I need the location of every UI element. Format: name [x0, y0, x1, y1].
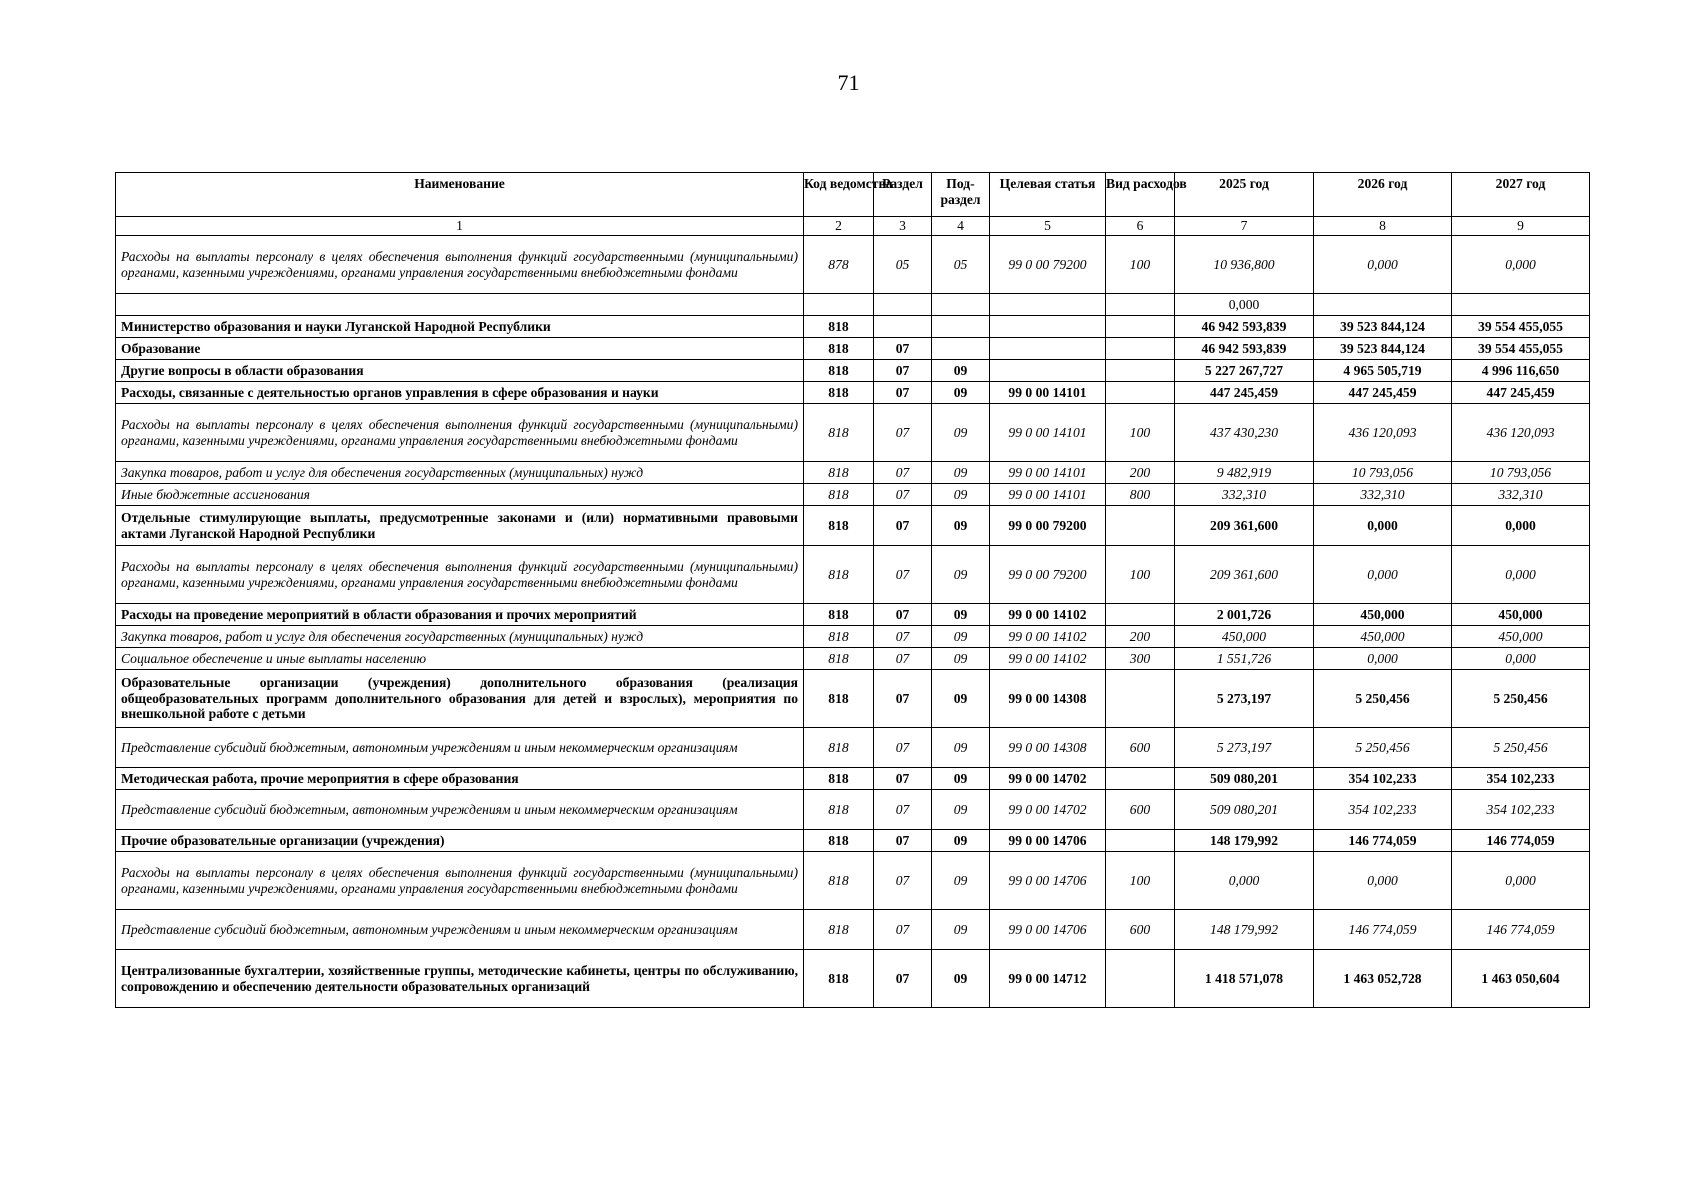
column-number: 5	[990, 217, 1106, 236]
cell-name: Закупка товаров, работ и услуг для обеспечения государственных (муниципальных) нужд	[116, 626, 804, 648]
cell-2027: 10 793,056	[1452, 462, 1590, 484]
cell-razdel: 07	[874, 382, 932, 404]
cell-2026: 10 793,056	[1314, 462, 1452, 484]
cell-vid: 100	[1106, 546, 1175, 604]
cell-podrazdel: 09	[932, 462, 990, 484]
cell-2025: 0,000	[1175, 294, 1314, 316]
cell-podrazdel: 09	[932, 670, 990, 728]
table-row	[116, 236, 1590, 294]
cell-razdel: 07	[874, 546, 932, 604]
cell-celevaya	[990, 316, 1106, 338]
cell-celevaya: 99 0 00 14706	[990, 910, 1106, 950]
cell-vid: 300	[1106, 648, 1175, 670]
header-vid: Вид расходов	[1106, 173, 1175, 217]
table-row	[116, 950, 1590, 1008]
cell-kod: 818	[804, 728, 874, 768]
cell-2026: 39 523 844,124	[1314, 338, 1452, 360]
cell-podrazdel	[932, 316, 990, 338]
cell-2027: 450,000	[1452, 604, 1590, 626]
cell-podrazdel: 09	[932, 626, 990, 648]
column-number: 2	[804, 217, 874, 236]
cell-razdel: 07	[874, 626, 932, 648]
cell-podrazdel: 09	[932, 604, 990, 626]
cell-2025: 46 942 593,839	[1175, 338, 1314, 360]
cell-name: Иные бюджетные ассигнования	[116, 484, 804, 506]
cell-kod: 818	[804, 626, 874, 648]
cell-2027: 354 102,233	[1452, 768, 1590, 790]
cell-razdel	[874, 294, 932, 316]
cell-vid	[1106, 670, 1175, 728]
cell-2025: 2 001,726	[1175, 604, 1314, 626]
column-number: 8	[1314, 217, 1452, 236]
header-2027: 2027 год	[1452, 173, 1590, 217]
cell-2027: 450,000	[1452, 626, 1590, 648]
cell-razdel: 07	[874, 728, 932, 768]
cell-2026: 4 965 505,719	[1314, 360, 1452, 382]
header-name: Наименование	[116, 173, 804, 217]
cell-2027: 436 120,093	[1452, 404, 1590, 462]
cell-podrazdel: 09	[932, 728, 990, 768]
cell-podrazdel: 09	[932, 768, 990, 790]
cell-2027: 146 774,059	[1452, 830, 1590, 852]
cell-vid: 600	[1106, 728, 1175, 768]
table-row	[116, 316, 1590, 338]
cell-kod: 818	[804, 382, 874, 404]
cell-2027: 4 996 116,650	[1452, 360, 1590, 382]
cell-2026: 0,000	[1314, 546, 1452, 604]
cell-podrazdel: 09	[932, 484, 990, 506]
cell-celevaya: 99 0 00 14101	[990, 404, 1106, 462]
cell-kod: 818	[804, 338, 874, 360]
cell-2025: 332,310	[1175, 484, 1314, 506]
table-row	[116, 404, 1590, 462]
cell-2025: 509 080,201	[1175, 768, 1314, 790]
cell-name: Расходы, связанные с деятельностью органов управления в сфере образования и науки	[116, 382, 804, 404]
cell-2027: 447 245,459	[1452, 382, 1590, 404]
cell-2026: 0,000	[1314, 648, 1452, 670]
cell-kod: 818	[804, 950, 874, 1008]
cell-2026: 5 250,456	[1314, 670, 1452, 728]
cell-2026: 0,000	[1314, 506, 1452, 546]
cell-2027: 146 774,059	[1452, 910, 1590, 950]
cell-name: Представление субсидий бюджетным, автономным учреждениям и иным некоммерческим организациям	[116, 728, 804, 768]
table-row	[116, 626, 1590, 648]
table-row	[116, 670, 1590, 728]
cell-name: Централизованные бухгалтерии, хозяйственные группы, методические кабинеты, центры по обслуживанию, сопровождению и обеспечению деятельности образовательных организаций	[116, 950, 804, 1008]
cell-2027: 0,000	[1452, 648, 1590, 670]
cell-name: Министерство образования и науки Луганской Народной Республики	[116, 316, 804, 338]
cell-podrazdel: 09	[932, 506, 990, 546]
cell-2026: 5 250,456	[1314, 728, 1452, 768]
cell-razdel: 07	[874, 768, 932, 790]
cell-vid	[1106, 768, 1175, 790]
header-row	[116, 173, 1590, 217]
header-kod: Код ведомства	[804, 173, 874, 217]
cell-2026: 436 120,093	[1314, 404, 1452, 462]
cell-2026: 447 245,459	[1314, 382, 1452, 404]
cell-2026: 450,000	[1314, 626, 1452, 648]
cell-2025: 5 227 267,727	[1175, 360, 1314, 382]
cell-2027: 0,000	[1452, 546, 1590, 604]
cell-2025: 148 179,992	[1175, 910, 1314, 950]
header-2025: 2025 год	[1175, 173, 1314, 217]
cell-celevaya: 99 0 00 14101	[990, 484, 1106, 506]
cell-podrazdel: 09	[932, 382, 990, 404]
cell-podrazdel: 09	[932, 910, 990, 950]
table-row	[116, 852, 1590, 910]
header-podrazdel: Под-раздел	[932, 173, 990, 217]
cell-podrazdel: 09	[932, 648, 990, 670]
cell-kod: 818	[804, 506, 874, 546]
cell-podrazdel: 09	[932, 546, 990, 604]
cell-vid: 200	[1106, 462, 1175, 484]
cell-razdel: 07	[874, 648, 932, 670]
cell-2026: 354 102,233	[1314, 768, 1452, 790]
cell-celevaya: 99 0 00 14102	[990, 648, 1106, 670]
cell-razdel: 07	[874, 910, 932, 950]
cell-celevaya: 99 0 00 14102	[990, 604, 1106, 626]
table-body	[116, 236, 1590, 1008]
cell-celevaya: 99 0 00 79200	[990, 236, 1106, 294]
cell-razdel: 07	[874, 506, 932, 546]
cell-name: Расходы на выплаты персоналу в целях обеспечения выполнения функций государственными (муниципальными) органами, казенными учреждениями, органами управления государственными внебюджетными фондами	[116, 546, 804, 604]
cell-2025: 5 273,197	[1175, 670, 1314, 728]
cell-vid	[1106, 506, 1175, 546]
cell-name: Прочие образовательные организации (учреждения)	[116, 830, 804, 852]
cell-kod: 818	[804, 404, 874, 462]
cell-kod: 818	[804, 604, 874, 626]
cell-podrazdel: 05	[932, 236, 990, 294]
cell-podrazdel	[932, 294, 990, 316]
cell-razdel: 07	[874, 950, 932, 1008]
cell-podrazdel	[932, 338, 990, 360]
column-number: 4	[932, 217, 990, 236]
cell-podrazdel: 09	[932, 404, 990, 462]
cell-2025: 450,000	[1175, 626, 1314, 648]
cell-razdel: 07	[874, 462, 932, 484]
cell-2025: 5 273,197	[1175, 728, 1314, 768]
cell-2025: 1 551,726	[1175, 648, 1314, 670]
cell-kod: 818	[804, 830, 874, 852]
header-2026: 2026 год	[1314, 173, 1452, 217]
cell-vid: 100	[1106, 404, 1175, 462]
table-row	[116, 338, 1590, 360]
cell-name: Другие вопросы в области образования	[116, 360, 804, 382]
column-number: 6	[1106, 217, 1175, 236]
cell-podrazdel: 09	[932, 360, 990, 382]
cell-podrazdel: 09	[932, 852, 990, 910]
cell-name: Образовательные организации (учреждения) дополнительного образования (реализация общеобразовательных программ дополнительного образования для детей и взрослых), мероприятия по внешкольной работе с детьми	[116, 670, 804, 728]
cell-celevaya	[990, 338, 1106, 360]
cell-celevaya: 99 0 00 14706	[990, 852, 1106, 910]
cell-name: Расходы на проведение мероприятий в области образования и прочих мероприятий	[116, 604, 804, 626]
cell-celevaya: 99 0 00 79200	[990, 546, 1106, 604]
cell-vid	[1106, 316, 1175, 338]
cell-razdel: 07	[874, 338, 932, 360]
table-row	[116, 648, 1590, 670]
cell-2025: 209 361,600	[1175, 506, 1314, 546]
cell-razdel: 07	[874, 604, 932, 626]
cell-2027: 354 102,233	[1452, 790, 1590, 830]
cell-vid: 600	[1106, 790, 1175, 830]
cell-2025: 9 482,919	[1175, 462, 1314, 484]
cell-razdel: 07	[874, 790, 932, 830]
column-number: 3	[874, 217, 932, 236]
table-row	[116, 506, 1590, 546]
column-number: 7	[1175, 217, 1314, 236]
cell-name: Образование	[116, 338, 804, 360]
cell-celevaya: 99 0 00 14702	[990, 790, 1106, 830]
cell-2027: 0,000	[1452, 852, 1590, 910]
cell-vid	[1106, 950, 1175, 1008]
table-row	[116, 830, 1590, 852]
cell-celevaya: 99 0 00 14308	[990, 728, 1106, 768]
cell-2027: 5 250,456	[1452, 728, 1590, 768]
cell-kod	[804, 294, 874, 316]
table-row	[116, 768, 1590, 790]
cell-2027: 39 554 455,055	[1452, 338, 1590, 360]
cell-podrazdel: 09	[932, 950, 990, 1008]
table-row	[116, 546, 1590, 604]
table-row	[116, 360, 1590, 382]
cell-vid	[1106, 830, 1175, 852]
cell-2026: 0,000	[1314, 852, 1452, 910]
cell-2026: 354 102,233	[1314, 790, 1452, 830]
cell-name: Представление субсидий бюджетным, автономным учреждениям и иным некоммерческим организациям	[116, 910, 804, 950]
cell-celevaya: 99 0 00 14308	[990, 670, 1106, 728]
cell-2025: 447 245,459	[1175, 382, 1314, 404]
cell-celevaya: 99 0 00 79200	[990, 506, 1106, 546]
column-number: 9	[1452, 217, 1590, 236]
cell-2026: 332,310	[1314, 484, 1452, 506]
cell-name: Представление субсидий бюджетным, автономным учреждениям и иным некоммерческим организациям	[116, 790, 804, 830]
cell-2026: 1 463 052,728	[1314, 950, 1452, 1008]
table-row	[116, 728, 1590, 768]
cell-kod: 818	[804, 648, 874, 670]
cell-vid	[1106, 604, 1175, 626]
cell-vid	[1106, 294, 1175, 316]
cell-razdel: 05	[874, 236, 932, 294]
cell-kod: 818	[804, 910, 874, 950]
cell-razdel: 07	[874, 852, 932, 910]
cell-2026: 0,000	[1314, 236, 1452, 294]
cell-2027: 0,000	[1452, 236, 1590, 294]
cell-kod: 818	[804, 546, 874, 604]
table-row	[116, 484, 1590, 506]
cell-celevaya	[990, 360, 1106, 382]
cell-2025: 10 936,800	[1175, 236, 1314, 294]
cell-2026: 450,000	[1314, 604, 1452, 626]
cell-vid: 200	[1106, 626, 1175, 648]
column-number-row	[116, 217, 1590, 236]
cell-2025: 509 080,201	[1175, 790, 1314, 830]
cell-celevaya: 99 0 00 14702	[990, 768, 1106, 790]
cell-2025: 46 942 593,839	[1175, 316, 1314, 338]
cell-celevaya	[990, 294, 1106, 316]
cell-kod: 878	[804, 236, 874, 294]
table-row	[116, 462, 1590, 484]
cell-razdel	[874, 316, 932, 338]
cell-name: Расходы на выплаты персоналу в целях обеспечения выполнения функций государственными (муниципальными) органами, казенными учреждениями, органами управления государственными внебюджетными фондами	[116, 404, 804, 462]
cell-celevaya: 99 0 00 14712	[990, 950, 1106, 1008]
cell-2026: 39 523 844,124	[1314, 316, 1452, 338]
cell-vid: 100	[1106, 852, 1175, 910]
cell-kod: 818	[804, 316, 874, 338]
cell-2025: 0,000	[1175, 852, 1314, 910]
cell-kod: 818	[804, 462, 874, 484]
cell-celevaya: 99 0 00 14101	[990, 382, 1106, 404]
cell-vid: 600	[1106, 910, 1175, 950]
cell-celevaya: 99 0 00 14102	[990, 626, 1106, 648]
cell-podrazdel: 09	[932, 790, 990, 830]
cell-podrazdel: 09	[932, 830, 990, 852]
table-row	[116, 294, 1590, 316]
page-number: 71	[837, 70, 860, 95]
table-row	[116, 910, 1590, 950]
cell-2026: 146 774,059	[1314, 830, 1452, 852]
cell-2027: 0,000	[1452, 506, 1590, 546]
cell-name: Методическая работа, прочие мероприятия в сфере образования	[116, 768, 804, 790]
cell-name	[116, 294, 804, 316]
cell-vid: 800	[1106, 484, 1175, 506]
cell-kod: 818	[804, 360, 874, 382]
cell-razdel: 07	[874, 830, 932, 852]
table-row	[116, 382, 1590, 404]
cell-kod: 818	[804, 484, 874, 506]
cell-2025: 209 361,600	[1175, 546, 1314, 604]
cell-name: Расходы на выплаты персоналу в целях обеспечения выполнения функций государственными (муниципальными) органами, казенными учреждениями, органами управления государственными внебюджетными фондами	[116, 852, 804, 910]
cell-2027: 332,310	[1452, 484, 1590, 506]
cell-name: Отдельные стимулирующие выплаты, предусмотренные законами и (или) нормативными правовыми актами Луганской Народной Республики	[116, 506, 804, 546]
cell-vid	[1106, 360, 1175, 382]
cell-2025: 437 430,230	[1175, 404, 1314, 462]
cell-razdel: 07	[874, 484, 932, 506]
cell-vid	[1106, 382, 1175, 404]
cell-vid	[1106, 338, 1175, 360]
cell-name: Социальное обеспечение и иные выплаты населению	[116, 648, 804, 670]
cell-name: Закупка товаров, работ и услуг для обеспечения государственных (муниципальных) нужд	[116, 462, 804, 484]
cell-kod: 818	[804, 790, 874, 830]
cell-vid: 100	[1106, 236, 1175, 294]
table-row	[116, 790, 1590, 830]
cell-name: Расходы на выплаты персоналу в целях обеспечения выполнения функций государственными (муниципальными) органами, казенными учреждениями, органами управления государственными внебюджетными фондами	[116, 236, 804, 294]
cell-2025: 1 418 571,078	[1175, 950, 1314, 1008]
cell-razdel: 07	[874, 360, 932, 382]
table-row	[116, 604, 1590, 626]
budget-table	[115, 172, 1590, 1008]
cell-kod: 818	[804, 852, 874, 910]
cell-kod: 818	[804, 768, 874, 790]
cell-2027: 39 554 455,055	[1452, 316, 1590, 338]
cell-2027	[1452, 294, 1590, 316]
cell-razdel: 07	[874, 670, 932, 728]
header-razdel: Раздел	[874, 173, 932, 217]
cell-celevaya: 99 0 00 14706	[990, 830, 1106, 852]
cell-razdel: 07	[874, 404, 932, 462]
cell-2026: 146 774,059	[1314, 910, 1452, 950]
cell-celevaya: 99 0 00 14101	[990, 462, 1106, 484]
cell-2025: 148 179,992	[1175, 830, 1314, 852]
header-celevaya: Целевая статья	[990, 173, 1106, 217]
cell-2027: 5 250,456	[1452, 670, 1590, 728]
cell-2026	[1314, 294, 1452, 316]
cell-kod: 818	[804, 670, 874, 728]
cell-2027: 1 463 050,604	[1452, 950, 1590, 1008]
column-number: 1	[116, 217, 804, 236]
